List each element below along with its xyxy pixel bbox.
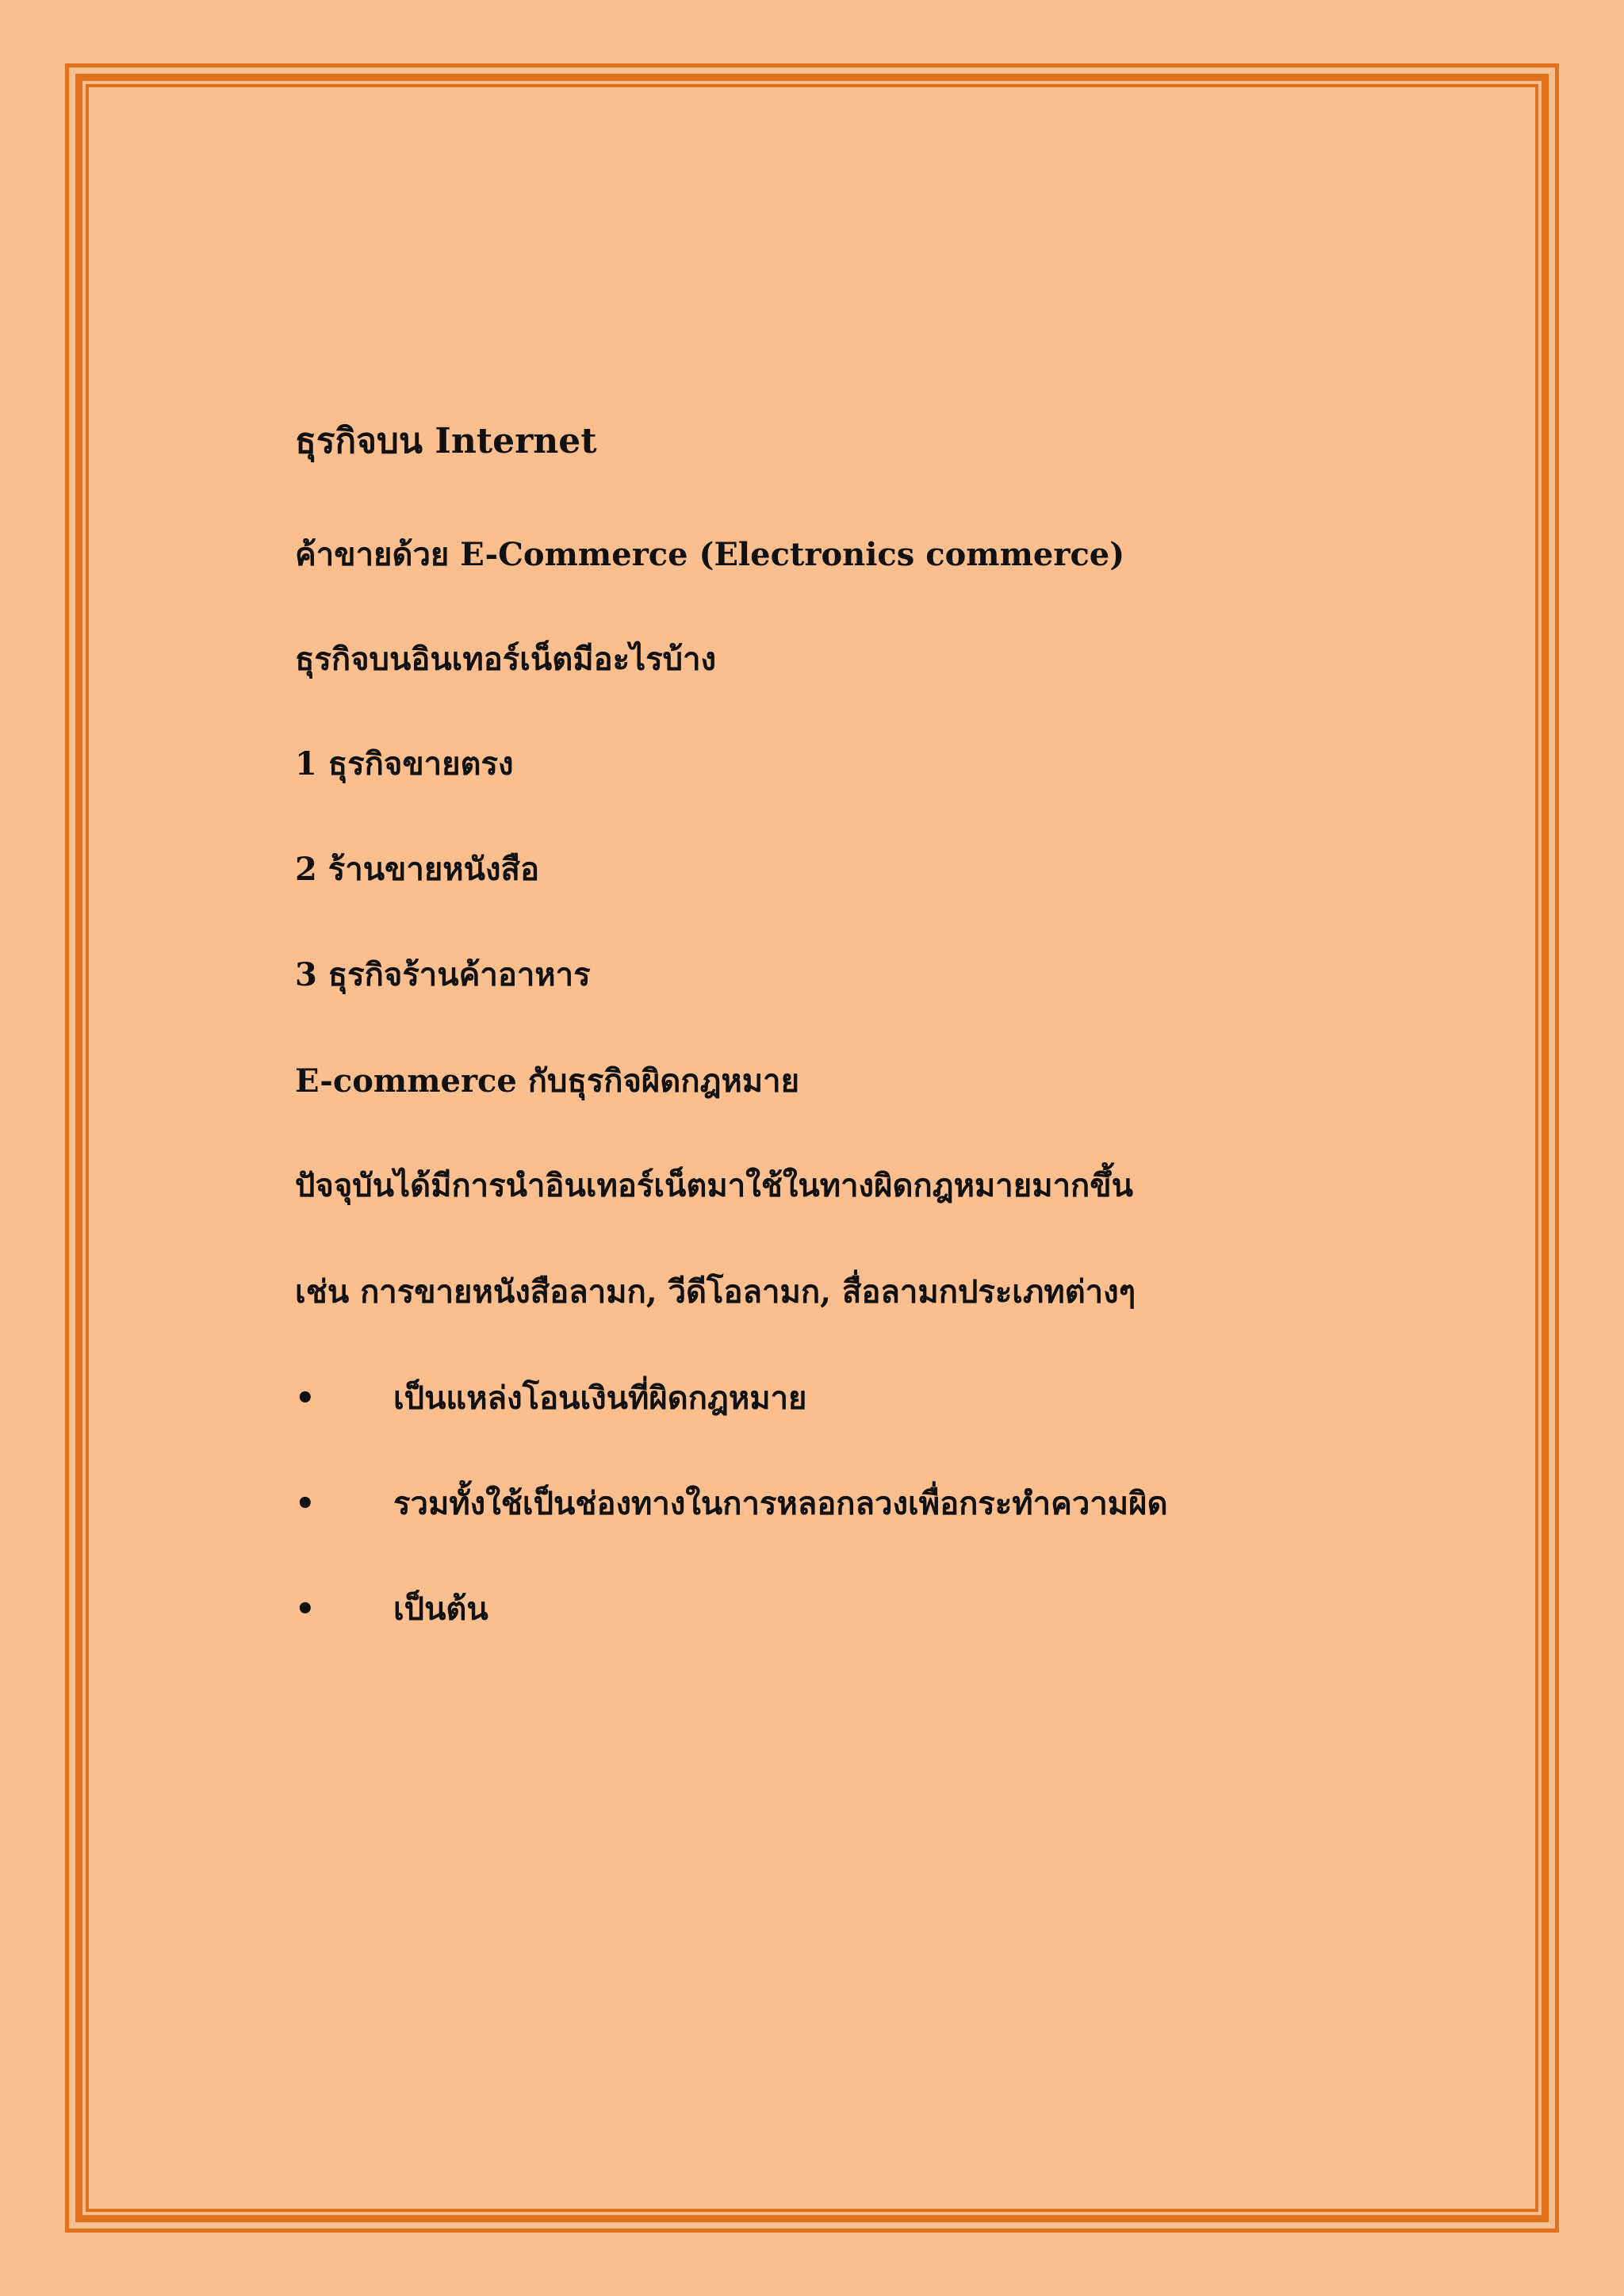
section-heading: E-commerce กับธุรกิจผิดกฎหมาย [295,1062,800,1100]
list-item: 3 ธุรกิจร้านค้าอาหาร [295,956,591,993]
bullet-dot-icon: • [295,1380,316,1417]
document-title: ธุรกิจบน Internet [295,421,597,461]
bullet-dot-icon: • [295,1590,316,1628]
bullet-text: เป็นแหล่งโอนเงินที่ผิดกฎหมาย [393,1380,807,1417]
list-item: 2 ร้านขายหนังสือ [295,851,539,888]
bullet-text: เป็นต้น [393,1590,488,1628]
text-line: ปัจจุบันได้มีการนำอินเทอร์เน็ตมาใช้ในทางผิดกฎหมายมากขึ้น [295,1167,1133,1204]
list-item: 1 ธุรกิจขายตรง [295,745,514,783]
text-line: เช่น การขายหนังสือลามก, วีดีโอลามก, สื่อลามกประเภทต่างๆ [295,1273,1136,1311]
text-line: ค้าขายด้วย E-Commerce (Electronics commerce) [295,536,1125,573]
page-border-inner [86,84,1538,2212]
text-line: ธุรกิจบนอินเทอร์เน็ตมีอะไรบ้าง [295,641,717,678]
bullet-dot-icon: • [295,1485,316,1522]
bullet-text: รวมทั้งใช้เป็นช่องทางในการหลอกลวงเพื่อกระทำความผิด [393,1485,1168,1522]
